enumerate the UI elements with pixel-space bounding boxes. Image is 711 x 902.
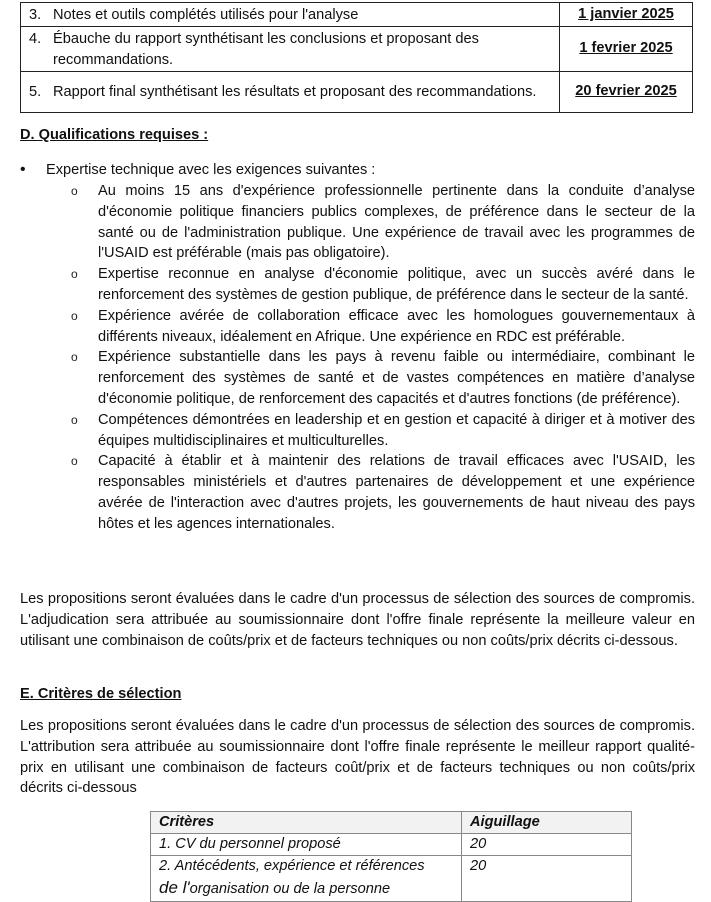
criteria-table [150,811,632,902]
list-item: o Expérience avérée de collaboration efficace avec les homologues gouvernementaux à différents niveaux, idéalement en Afrique. Une expérience en RDC est préférable. [71,307,695,345]
circle-bullet-icon: o [71,308,78,323]
table-row [21,27,693,72]
deliverable-text: Ébauche du rapport synthétisant les conclusions et proposant des recommandations. [53,31,479,68]
qualifications-list [71,181,695,535]
circle-bullet-icon: o [71,184,78,198]
deliverable-date: 1 janvier 2025 [560,3,693,27]
bullet-icon: • [20,161,26,178]
deliverable-date: 20 fevrier 2025 [560,71,693,112]
deliverable-number: 5. [29,84,42,101]
table-row [21,71,693,112]
deliverable-number: 4. [29,31,42,47]
deliverables-table [20,2,693,113]
deliverable-date: 1 fevrier 2025 [560,27,693,72]
section-e-intro-paragraph: Les propositions seront évaluées dans le cadre d'un processus de sélection des sources de compromis. L'attribution sera attribuée au soumissionnaire dont l'offre finale représente le meilleur rapport qualité-prix en utilisant une combinaison de facteurs coût/prix et de facteurs techniques ou non coûts/prix décrits ci-dessous [20,718,695,797]
section-d-title: D. Qualifications requises : [20,127,209,143]
circle-bullet-icon: o [71,350,78,365]
list-item: o Expérience substantielle dans les pays à revenu faible ou intermédiaire, combinant le renforcement des systèmes de santé et de vastes compétences en matière d’analyse d'économie politique, de renforcement des capacités et d'autres fonctions (de préférence). [71,349,695,407]
list-item: o Au moins 15 ans d'expérience professionnelle pertinente dans la conduite d’analyse d'économie politique financiers publics complexes, de préférence dans le secteur de la santé ou de l'administration publique. Une expérience de travail avec les programmes de l'USAID est préférable (mais pas obligatoire). [71,183,695,262]
criterion-cell: 1. CV du personnel proposé [151,833,462,855]
weight-cell: 20 [462,833,632,855]
table-row [151,833,632,855]
deliverable-text: Rapport final synthétisant les résultats et proposant des recommandations. [53,84,537,101]
main-bullet-text: Expertise technique avec les exigences suivantes : [46,162,376,178]
section-d-closing-paragraph: Les propositions seront évaluées dans le cadre d'un processus de sélection des sources de compromis. L'adjudication sera attribuée au soumissionnaire dont l'offre finale représente la meilleure valeur en utilisant une combinaison de coûts/prix et de facteurs techniques ou non coûts/prix décrits ci-dessous. [20,591,695,649]
list-item: o Capacité à établir et à maintenir des relations de travail efficaces avec l'USAID, les responsables ministériels et d'autres partenaires de développement et une expérience avérée de l'interaction avec d'autres projets, les gouvernements de haut niveau des pays hôtes et les agences internationales. [71,453,695,532]
list-item: o Expertise reconnue en analyse d'économie politique, avec un succès avéré dans le renforcement des systèmes de gestion publique, de préférence dans le secteur de la santé. [71,266,695,303]
section-e-title: E. Critères de sélection [20,686,182,702]
table-row [151,855,632,902]
header-criteria: Critères [151,812,462,834]
circle-bullet-icon: o [71,267,78,282]
weight-cell: 20 [462,855,632,902]
circle-bullet-icon: o [71,454,78,469]
header-weight: Aiguillage [462,812,632,834]
table-header-row [151,812,632,834]
deliverable-number: 3. [29,7,42,24]
criterion-cell: 2. Antécédents, expérience et références de l'organisation ou de la personne [151,855,462,902]
circle-bullet-icon: o [71,412,78,427]
deliverable-text: Notes et outils complétés utilisés pour l'analyse [53,7,359,24]
list-item: o Compétences démontrées en leadership et en gestion et capacité à diriger et à motiver des équipes multidisciplinaires et multiculturelles. [71,411,695,449]
table-row [21,3,693,27]
